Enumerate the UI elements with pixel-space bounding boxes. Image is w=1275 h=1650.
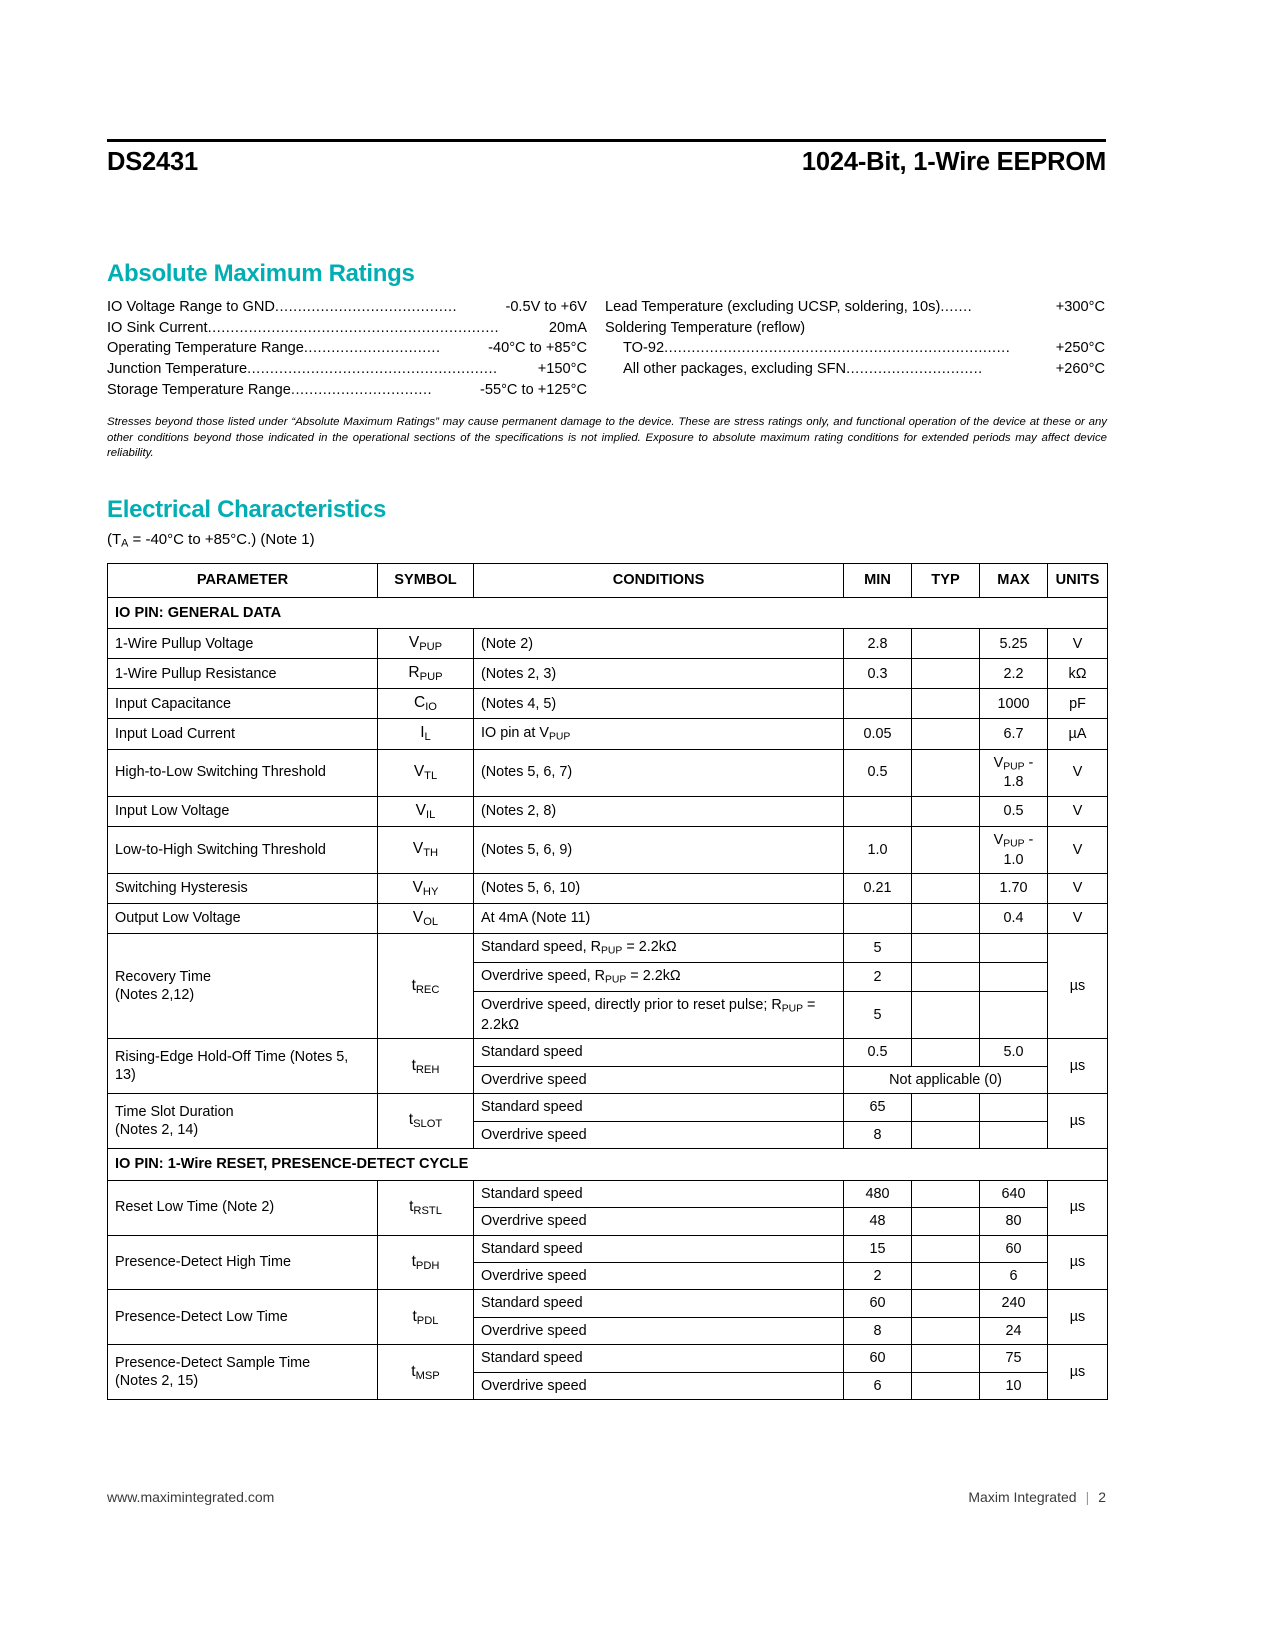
units-cell: µs [1048, 1180, 1108, 1235]
footer-page-number: 2 [1098, 1489, 1106, 1505]
header-divider [107, 139, 1106, 142]
min-cell: 65 [844, 1094, 912, 1121]
amr-line [107, 380, 587, 401]
footer-company: Maxim Integrated [968, 1489, 1077, 1505]
units-cell: µA [1048, 719, 1108, 749]
amr-leader-dots: .............................. [303, 340, 441, 357]
table-header-row [108, 564, 1108, 598]
min-cell: 60 [844, 1290, 912, 1317]
max-cell: $V_{PUP} - 1.8$ [980, 749, 1048, 796]
parameter-cell: Reset Low Time (Note 2) [108, 1180, 378, 1235]
typ-cell [912, 719, 980, 749]
absolute-maximum-ratings-note: Stresses beyond those listed under “Absolute Maximum Ratings” may cause permanent damage to the device. These are stress ratings only, and functional operation of the device at these or any other conditions beyond those indicated in the operational sections of the specifications is not implied. Exposure to absolute maximum rating conditions for extended periods may affect device reliability. [107, 416, 1107, 459]
max-cell: 80 [980, 1208, 1048, 1235]
column-header-conditions: CONDITIONS [474, 564, 844, 598]
parameter-cell: 1-Wire Pullup Voltage [108, 629, 378, 659]
table-row [108, 826, 1108, 873]
conditions-cell: (Notes 4, 5) [474, 689, 844, 719]
typ-cell [912, 1208, 980, 1235]
amr-line [107, 338, 587, 359]
max-cell [980, 1121, 1048, 1148]
table-row [108, 689, 1108, 719]
max-cell: 75 [980, 1345, 1048, 1372]
conditions-cell: (Notes 5, 6, 7) [474, 749, 844, 796]
table-header [108, 564, 1108, 598]
typ-cell [912, 1262, 980, 1289]
symbol-cell: $I_L$ [378, 719, 474, 749]
max-cell: 640 [980, 1180, 1048, 1207]
min-cell [844, 796, 912, 826]
units-cell: V [1048, 749, 1108, 796]
amr-leader-dots: ............................... [290, 381, 433, 398]
part-number: DS2431 [107, 148, 198, 176]
conditions-cell: Overdrive speed [474, 1208, 844, 1235]
column-header-min: MIN [844, 564, 912, 598]
typ-cell [912, 1180, 980, 1207]
max-cell: 24 [980, 1317, 1048, 1344]
column-header-typ: TYP [912, 564, 980, 598]
table-row [108, 904, 1108, 934]
parameter-cell: Presence-Detect High Time [108, 1235, 378, 1290]
symbol-cell: $t_{MSP}$ [378, 1345, 474, 1400]
amr-value: -55°C to +125°C [480, 381, 587, 398]
parameter-cell: Presence-Detect Low Time [108, 1290, 378, 1345]
amr-leader-dots: ............................................................................ [664, 340, 1011, 357]
conditions-cell: Standard speed [474, 1094, 844, 1121]
min-cell [844, 904, 912, 934]
symbol-cell: $V_{IL}$ [378, 796, 474, 826]
table-row [108, 659, 1108, 689]
amr-label: IO Voltage Range to GND [107, 299, 275, 315]
symbol-cell: $t_{PDH}$ [378, 1235, 474, 1290]
parameter-cell: High-to-Low Switching Threshold [108, 749, 378, 796]
units-cell: µs [1048, 1235, 1108, 1290]
column-header-max: MAX [980, 564, 1048, 598]
conditions-cell: Overdrive speed [474, 1372, 844, 1399]
typ-cell [912, 1094, 980, 1121]
min-cell: 48 [844, 1208, 912, 1235]
footer-separator: | [1085, 1489, 1090, 1505]
units-cell: V [1048, 826, 1108, 873]
typ-cell [912, 1372, 980, 1399]
max-cell [980, 1094, 1048, 1121]
max-cell: 10 [980, 1372, 1048, 1399]
table-section-row [108, 1148, 1108, 1180]
min-cell: 8 [844, 1317, 912, 1344]
max-cell: 5.0 [980, 1039, 1048, 1066]
table-row [108, 1345, 1108, 1372]
amr-line [605, 318, 1105, 339]
footer-website[interactable]: www.maximintegrated.com [107, 1489, 275, 1505]
symbol-cell: $t_{REH}$ [378, 1039, 474, 1094]
typ-cell [912, 1235, 980, 1262]
table-body [108, 597, 1108, 1399]
units-cell: pF [1048, 689, 1108, 719]
amr-value: -0.5V to +6V [505, 299, 587, 315]
table-row [108, 629, 1108, 659]
amr-right-column [605, 297, 1105, 401]
units-cell: µs [1048, 1290, 1108, 1345]
amr-leader-dots: ....................................................... [247, 361, 498, 378]
parameter-cell: Input Low Voltage [108, 796, 378, 826]
parameter-cell: Recovery Time (Notes 2,12) [108, 934, 378, 1039]
amr-value: +260°C [1055, 361, 1105, 378]
parameter-cell: Presence-Detect Sample Time (Notes 2, 15) [108, 1345, 378, 1400]
amr-line [605, 297, 1105, 318]
absolute-maximum-ratings-heading: Absolute Maximum Ratings [107, 260, 415, 287]
min-cell: 6 [844, 1372, 912, 1399]
amr-value: 20mA [548, 319, 587, 336]
typ-cell [912, 749, 980, 796]
min-cell: 15 [844, 1235, 912, 1262]
units-cell: µs [1048, 934, 1108, 1039]
typ-cell [912, 904, 980, 934]
conditions-cell: Standard speed [474, 1180, 844, 1207]
column-header-units: UNITS [1048, 564, 1108, 598]
conditions-cell: Standard speed [474, 1235, 844, 1262]
conditions-cell: (Notes 5, 6, 9) [474, 826, 844, 873]
amr-label: Storage Temperature Range [107, 381, 291, 398]
max-cell: 60 [980, 1235, 1048, 1262]
min-cell: 0.3 [844, 659, 912, 689]
conditions-cell: (Notes 2, 3) [474, 659, 844, 689]
max-cell [980, 991, 1048, 1038]
amr-label: IO Sink Current [107, 319, 208, 336]
conditions-cell: Overdrive speed [474, 1121, 844, 1148]
typ-cell [912, 1317, 980, 1344]
max-cell: 2.2 [980, 659, 1048, 689]
conditions-cell: At 4mA (Note 11) [474, 904, 844, 934]
table-row [108, 1039, 1108, 1066]
max-cell: 0.4 [980, 904, 1048, 934]
typ-cell [912, 629, 980, 659]
amr-label: Junction Temperature [107, 361, 248, 378]
amr-line [605, 359, 1105, 380]
typ-cell [912, 826, 980, 873]
symbol-cell: $t_{RSTL}$ [378, 1180, 474, 1235]
absolute-maximum-ratings-lists [107, 297, 1107, 401]
min-cell: 2.8 [844, 629, 912, 659]
table-section-row [108, 597, 1108, 629]
document-title: 1024-Bit, 1-Wire EEPROM [801, 148, 1106, 176]
table-row [108, 796, 1108, 826]
max-cell: 6 [980, 1262, 1048, 1289]
column-header-symbol: SYMBOL [378, 564, 474, 598]
min-cell: 2 [844, 1262, 912, 1289]
typ-cell [912, 991, 980, 1038]
units-cell: µs [1048, 1345, 1108, 1400]
units-cell: V [1048, 874, 1108, 904]
amr-line [107, 318, 587, 339]
min-cell: 8 [844, 1121, 912, 1148]
typ-cell [912, 963, 980, 992]
symbol-cell: $V_{HY}$ [378, 874, 474, 904]
conditions-cell: Standard speed [474, 1039, 844, 1066]
conditions-cell: (Notes 5, 6, 10) [474, 874, 844, 904]
amr-label: All other packages, excluding SFN [623, 361, 847, 378]
section-title: IO PIN: 1-Wire RESET, PRESENCE-DETECT CYCLE [108, 1148, 1108, 1180]
max-cell: 5.25 [980, 629, 1048, 659]
conditions-cell: Overdrive speed [474, 1066, 844, 1093]
conditions-cell: Overdrive speed [474, 1262, 844, 1289]
amr-label: Operating Temperature Range [107, 340, 304, 357]
amr-left-column [107, 297, 587, 401]
conditions-cell: IO pin at $V_{PUP}$ [474, 719, 844, 749]
conditions-cell: Overdrive speed, $R_{PUP} = 2.2k\Omega$ [474, 963, 844, 992]
symbol-cell: $V_{PUP}$ [378, 629, 474, 659]
typ-cell [912, 796, 980, 826]
amr-value: -40°C to +85°C [488, 340, 587, 357]
page-header [107, 148, 1106, 177]
symbol-cell: $t_{REC}$ [378, 934, 474, 1039]
max-cell: 6.7 [980, 719, 1048, 749]
min-cell: 480 [844, 1180, 912, 1207]
span-note-cell: Not applicable (0) [844, 1066, 1048, 1093]
electrical-characteristics-conditions: ($T_A = -40^\circ C$ to +85°C.) (Note 1) [107, 531, 315, 550]
column-header-parameter: PARAMETER [108, 564, 378, 598]
min-cell: 1.0 [844, 826, 912, 873]
units-cell: V [1048, 904, 1108, 934]
parameter-cell: Switching Hysteresis [108, 874, 378, 904]
amr-leader-dots: .............................. [846, 361, 983, 378]
amr-leader-dots: ................................................................ [207, 319, 500, 336]
parameter-cell: Time Slot Duration (Notes 2, 14) [108, 1094, 378, 1149]
symbol-cell: $V_{TL}$ [378, 749, 474, 796]
conditions-cell: (Note 2) [474, 629, 844, 659]
max-cell: $V_{PUP} - 1.0$ [980, 826, 1048, 873]
typ-cell [912, 934, 980, 963]
symbol-cell: $t_{SLOT}$ [378, 1094, 474, 1149]
conditions-cell: Standard speed, $R_{PUP} = 2.2k\Omega$ [474, 934, 844, 963]
typ-cell [912, 689, 980, 719]
units-cell: kΩ [1048, 659, 1108, 689]
table-row [108, 874, 1108, 904]
typ-cell [912, 659, 980, 689]
table-row [108, 934, 1108, 963]
parameter-cell: Input Capacitance [108, 689, 378, 719]
amr-leader-dots: ........................................ [274, 299, 458, 315]
symbol-cell: $V_{TH}$ [378, 826, 474, 873]
amr-label: TO-92 [623, 340, 665, 357]
section-title: IO PIN: GENERAL DATA [108, 597, 1108, 629]
symbol-cell: $C_{IO}$ [378, 689, 474, 719]
parameter-cell: Low-to-High Switching Threshold [108, 826, 378, 873]
min-cell: 5 [844, 934, 912, 963]
units-cell: µs [1048, 1094, 1108, 1149]
electrical-characteristics-heading: Electrical Characteristics [107, 496, 387, 523]
typ-cell [912, 874, 980, 904]
max-cell [980, 934, 1048, 963]
parameter-cell: 1-Wire Pullup Resistance [108, 659, 378, 689]
min-cell: 0.21 [844, 874, 912, 904]
amr-label: Lead Temperature (excluding UCSP, soldering, 10s) [605, 299, 941, 315]
max-cell: 1.70 [980, 874, 1048, 904]
parameter-cell: Output Low Voltage [108, 904, 378, 934]
amr-leader-dots: ....... [940, 299, 973, 315]
amr-value: +250°C [1055, 340, 1105, 357]
min-cell: 0.05 [844, 719, 912, 749]
page-footer [107, 1489, 1106, 1505]
amr-line [107, 359, 587, 380]
amr-line [107, 297, 587, 318]
max-cell: 0.5 [980, 796, 1048, 826]
table-row [108, 749, 1108, 796]
typ-cell [912, 1345, 980, 1372]
min-cell: 2 [844, 963, 912, 992]
units-cell: µs [1048, 1039, 1108, 1094]
table-row [108, 1094, 1108, 1121]
max-cell: 240 [980, 1290, 1048, 1317]
table-row [108, 719, 1108, 749]
symbol-cell: $R_{PUP}$ [378, 659, 474, 689]
units-cell: V [1048, 796, 1108, 826]
max-cell [980, 963, 1048, 992]
typ-cell [912, 1121, 980, 1148]
amr-line [605, 338, 1105, 359]
min-cell: 0.5 [844, 1039, 912, 1066]
conditions-cell: Standard speed [474, 1290, 844, 1317]
amr-label: Soldering Temperature (reflow) [605, 319, 806, 336]
parameter-cell: Input Load Current [108, 719, 378, 749]
conditions-cell: Overdrive speed, directly prior to reset pulse; $R_{PUP} = 2.2k\Omega$ [474, 991, 844, 1038]
min-cell: 0.5 [844, 749, 912, 796]
symbol-cell: $V_{OL}$ [378, 904, 474, 934]
conditions-cell: Overdrive speed [474, 1317, 844, 1344]
typ-cell [912, 1290, 980, 1317]
symbol-cell: $t_{PDL}$ [378, 1290, 474, 1345]
conditions-cell: (Notes 2, 8) [474, 796, 844, 826]
min-cell: 5 [844, 991, 912, 1038]
max-cell: 1000 [980, 689, 1048, 719]
table-row [108, 1180, 1108, 1207]
min-cell: 60 [844, 1345, 912, 1372]
units-cell: V [1048, 629, 1108, 659]
table-row [108, 1235, 1108, 1262]
electrical-characteristics-table [107, 563, 1108, 1400]
min-cell [844, 689, 912, 719]
table-row [108, 1290, 1108, 1317]
typ-cell [912, 1039, 980, 1066]
parameter-cell: Rising-Edge Hold-Off Time (Notes 5, 13) [108, 1039, 378, 1094]
conditions-cell: Standard speed [474, 1345, 844, 1372]
amr-value: +300°C [1055, 299, 1105, 315]
amr-value: +150°C [537, 361, 587, 378]
